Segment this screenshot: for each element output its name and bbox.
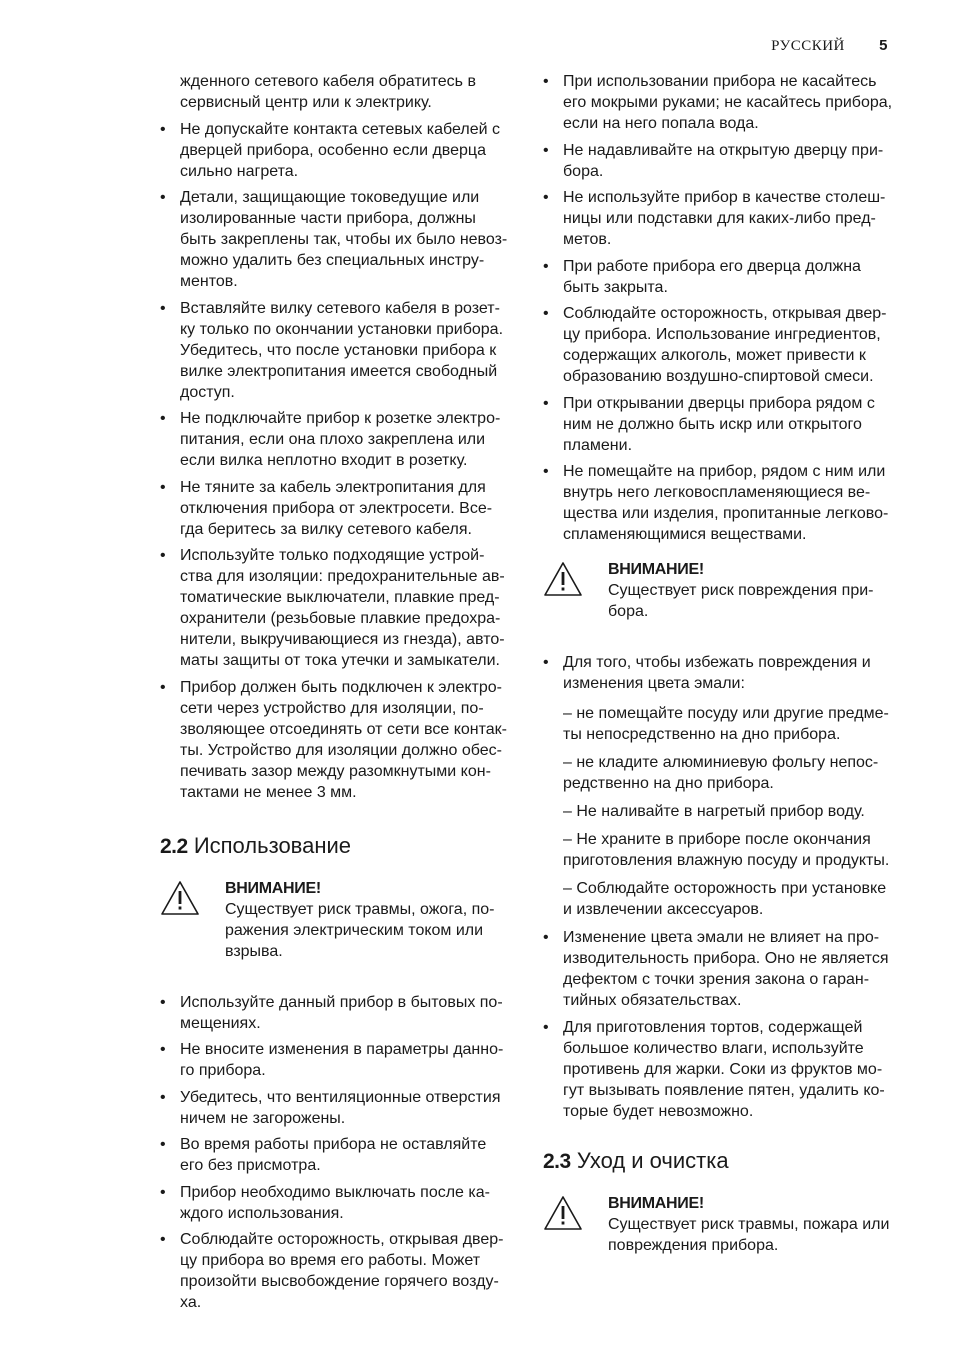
warning-triangle-icon: [543, 561, 583, 597]
list-item: • Используйте только подходящие устрой- ства для изоляции: предохранительные ав- томатические выключатели, плавкие пред- охранители (резьбовые плавкие предохра- нители, выкручивающиеся из гнезда), авто- маты защиты от тока утечки и замыкатели.: [160, 545, 512, 671]
list-item: • Не используйте прибор в качестве столеш- ницы или подставки для каких-либо пред- метов.: [543, 187, 899, 250]
left-column: [160, 71, 512, 1319]
safety-list-electrical: [160, 119, 512, 803]
list-item: • Не вносите изменения в параметры данно- го прибора.: [160, 1039, 512, 1081]
enamel-list: [543, 652, 899, 694]
sub-list-item: – Соблюдайте осторожность при установке и извлечении аксессуаров.: [563, 880, 887, 918]
right-column: [543, 71, 899, 1286]
page-header: [771, 37, 888, 55]
list-item: • При работе прибора его дверца должна быть закрыта.: [543, 256, 899, 298]
list-item: • Прибор должен быть подключен к электро- сети через устройство для изоляции, по- зволяющее отсоединять от сети все контак- ты. Устройство для изоляции должно обес- печивать зазор между разомкнутыми кон- тактами не менее 3 мм.: [160, 677, 512, 803]
list-item: • Вставляйте вилку сетевого кабеля в розет- ку только по окончании установки прибора. Убедитесь, что после установки прибора к вилке электропитания имеется свободный доступ.: [160, 298, 512, 403]
enamel-notes-list: [543, 927, 899, 1122]
sub-list-item: – Не храните в приборе после окончания приготовления влажную посуду и продукты.: [563, 831, 890, 869]
list-item: • Для приготовления тортов, содержащей большое количество влаги, используйте противень для жарки. Соки из фруктов мо- гут вызывать появление пятен, удалить ко- торые будет невозможно.: [543, 1017, 899, 1122]
warning-triangle-icon: [543, 1195, 583, 1231]
section-heading: Уход и очистка: [576, 1147, 729, 1173]
warning-title: ВНИМАНИЕ!: [608, 1194, 704, 1212]
list-item: • Не допускайте контакта сетевых кабелей с дверцей прибора, особенно если дверца сильно нагрета.: [160, 119, 512, 182]
list-item: • Детали, защищающие токоведущие или изолированные части прибора, должны быть закреплены так, чтобы их было невоз- можно удалить без специальных инстру- ментов.: [160, 187, 512, 292]
warning-text: Существует риск травмы, пожара или повреждения прибора.: [608, 1215, 890, 1254]
warning-title: ВНИМАНИЕ!: [225, 879, 321, 897]
list-item: • При использовании прибора не касайтесь его мокрыми руками; не касайтесь прибора, если на него попала вода.: [543, 71, 899, 134]
list-item: • Соблюдайте осторожность, открывая двер- цу прибора. Использование ингредиентов, содержащих алкоголь, может привести к образованию воздушно-спиртовой смеси.: [543, 303, 899, 387]
list-item: • При открывании дверцы прибора рядом с ним не должно быть искр или открытого пламени.: [543, 393, 899, 456]
warning-text: Существует риск повреждения при- бора.: [608, 582, 874, 620]
list-item: • Используйте данный прибор в бытовых по- мещениях.: [160, 992, 512, 1034]
list-item: • Не тяните за кабель электропитания для отключения прибора от электросети. Все- гда беритесь за вилку сетевого кабеля.: [160, 477, 512, 540]
list-item: • Не подключайте прибор к розетке электро- питания, если она плохо закреплена или если вилка неплотно входит в розетку.: [160, 408, 512, 471]
warning-title: ВНИМАНИЕ!: [608, 561, 704, 578]
sub-list-item: – не кладите алюминиевую фольгу непос- редственно на дно прибора.: [563, 754, 879, 792]
warning-block: [543, 1193, 899, 1256]
list-item: • Для того, чтобы избежать повреждения и изменения цвета эмали:: [543, 652, 899, 694]
warning-text: Существует риск травмы, ожога, по- ражения электрическим током или взрыва.: [225, 900, 495, 960]
list-item: • Не надавливайте на открытую дверцу при- бора.: [543, 140, 899, 182]
warning-block: [160, 878, 512, 962]
page-number: 5: [879, 37, 888, 54]
list-item: • Не помещайте на прибор, рядом с ним или внутрь него легковоспламеняющиеся ве- щества или изделия, пропитанные легково- спламеняющимися веществами.: [543, 461, 899, 545]
usage-list: [160, 992, 512, 1314]
section-heading: Использование: [193, 832, 352, 858]
continued-text: жденного сетевого кабеля обратитесь в сервисный центр или к электрику.: [180, 73, 476, 111]
sub-list-item: – не помещайте посуду или другие предме- ты непосредственно на дно прибора.: [563, 705, 889, 743]
warning-block: [543, 559, 899, 622]
section-number: 2.3: [543, 1149, 571, 1173]
list-item: • Изменение цвета эмали не влияет на про- изводительность прибора. Оно не является дефектом с точки зрения закона о гаран- тийных обязательствах.: [543, 927, 899, 1011]
section-title-usage: [160, 833, 512, 860]
sub-list-item: – Не наливайте в нагретый прибор воду.: [563, 803, 865, 820]
section-number: 2.2: [160, 834, 188, 858]
section-title-care: [543, 1148, 899, 1175]
language-label: РУССКИЙ: [771, 38, 845, 54]
warning-triangle-icon: [160, 880, 200, 916]
usage-list-continued: [543, 71, 899, 545]
list-item: • Во время работы прибора не оставляйте его без присмотра.: [160, 1134, 512, 1176]
list-item: • Прибор необходимо выключать после ка- ждого использования.: [160, 1182, 512, 1224]
list-item: • Соблюдайте осторожность, открывая двер- цу прибора во время его работы. Может произойти высвобождение горячего возду- ха.: [160, 1229, 512, 1313]
list-item: • Убедитесь, что вентиляционные отверстия ничем не загорожены.: [160, 1087, 512, 1129]
